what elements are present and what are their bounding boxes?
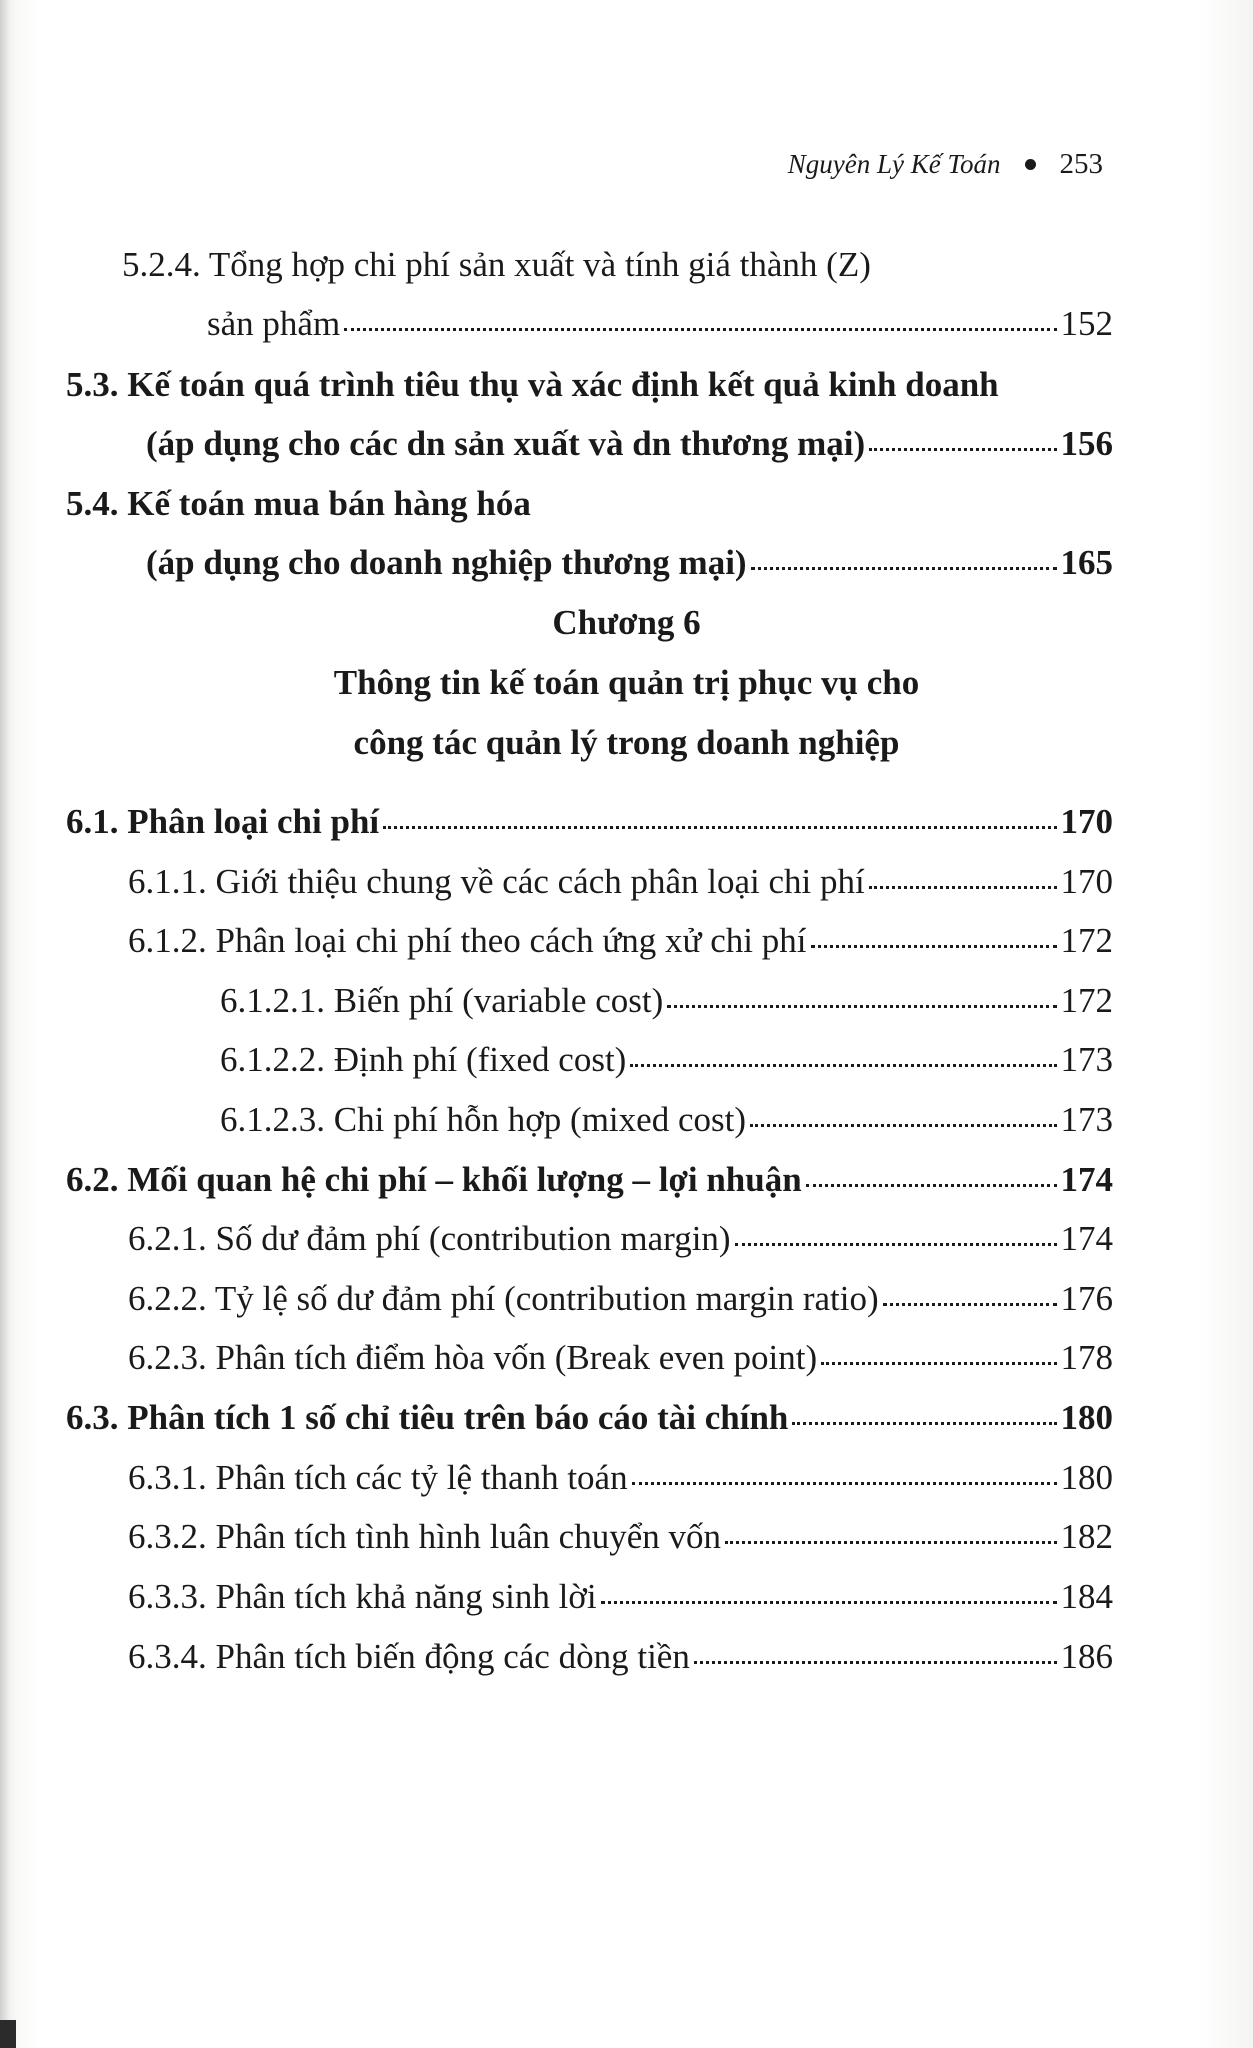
page-number: 253 — [1059, 148, 1103, 180]
chapter-title-line2: công tác quản lý trong doanh nghiệp — [353, 723, 900, 762]
toc-entry-number: 5.3. — [66, 365, 119, 404]
dot-leader — [792, 1422, 1056, 1425]
toc-entry-title: 6.1.2.3. Chi phí hỗn hợp (mixed cost) — [220, 1100, 746, 1139]
toc-entry-5-4-line2[interactable] — [146, 541, 1113, 585]
dot-leader — [725, 1541, 1057, 1544]
toc-entry-title: 6.2.3. Phân tích điểm hòa vốn (Break even point) — [128, 1338, 818, 1377]
toc-page-number: 174 — [1060, 1160, 1113, 1199]
dot-leader — [632, 1482, 1057, 1485]
dot-leader — [869, 886, 1057, 889]
toc-entry-title: 6.1.2.2. Định phí (fixed cost) — [220, 1040, 627, 1079]
running-header — [788, 148, 1103, 181]
dot-leader — [630, 1064, 1056, 1067]
toc-page-number: 165 — [1060, 543, 1113, 582]
toc-entry-title: Tổng hợp chi phí sản xuất và tính giá thành (Z) — [208, 245, 871, 284]
toc-entry-title: 6.3.1. Phân tích các tỷ lệ thanh toán — [128, 1458, 628, 1497]
toc-entry-6-2-2[interactable] — [128, 1277, 1113, 1321]
page-spine-shadow — [0, 0, 10, 2048]
bullet-separator-icon — [1025, 159, 1036, 170]
toc-entry-6-1-2-3[interactable] — [220, 1098, 1113, 1142]
toc-page-number: 182 — [1060, 1517, 1113, 1556]
toc-page-number: 170 — [1060, 862, 1113, 901]
toc-entry-title-cont: (áp dụng cho các dn sản xuất và dn thương mại) — [146, 424, 866, 463]
toc-entry-title: 6.1. Phân loại chi phí — [66, 802, 380, 841]
toc-entry-title: 6.2. Mối quan hệ chi phí – khối lượng – lợi nhuận — [66, 1160, 802, 1199]
toc-entry-6-1-2-1[interactable] — [220, 979, 1113, 1023]
toc-entry-6-1[interactable] — [66, 800, 1113, 844]
toc-entry-6-3-1[interactable] — [128, 1456, 1113, 1500]
toc-page-number: 173 — [1060, 1100, 1113, 1139]
dot-leader — [869, 448, 1056, 451]
toc-entry-5-3-line2[interactable] — [146, 422, 1113, 466]
toc-entry-title: Kế toán mua bán hàng hóa — [127, 484, 531, 523]
toc-entry-number: 5.2.4. — [122, 245, 201, 284]
toc-entry-title: 6.3.3. Phân tích khả năng sinh lời — [128, 1577, 597, 1616]
toc-entry-6-2-3[interactable] — [128, 1336, 1113, 1380]
toc-entry-title: 6.3.2. Phân tích tình hình luân chuyển vốn — [128, 1517, 721, 1556]
toc-entry-title: 6.3. Phân tích 1 số chỉ tiêu trên báo cáo tài chính — [66, 1398, 789, 1437]
toc-entry-5-2-4-line1 — [122, 243, 871, 287]
toc-page-number: 156 — [1060, 424, 1113, 463]
toc-entry-5-2-4-line2[interactable] — [207, 302, 1113, 346]
toc-entry-6-3[interactable] — [66, 1396, 1113, 1440]
toc-page-number: 172 — [1060, 981, 1113, 1020]
dot-leader — [811, 945, 1057, 948]
toc-page-number: 186 — [1060, 1637, 1113, 1676]
toc-entry-title: 6.1.1. Giới thiệu chung về các cách phân loại chi phí — [128, 862, 865, 901]
toc-entry-title-cont: (áp dụng cho doanh nghiệp thương mại) — [146, 543, 747, 582]
toc-entry-title: Kế toán quá trình tiêu thụ và xác định kết quả kinh doanh — [127, 365, 999, 404]
toc-page-number: 174 — [1060, 1219, 1113, 1258]
chapter-title-line1: Thông tin kế toán quản trị phục vụ cho — [333, 663, 920, 702]
dot-leader — [667, 1005, 1056, 1008]
toc-entry-title: 6.3.4. Phân tích biến động các dòng tiền — [128, 1637, 690, 1676]
toc-entry-title-cont: sản phẩm — [207, 304, 341, 343]
toc-entry-title: 6.1.2. Phân loại chi phí theo cách ứng xử chi phí — [128, 921, 807, 960]
running-title: Nguyên Lý Kế Toán — [787, 149, 1001, 179]
toc-entry-title: 6.2.2. Tỷ lệ số dư đảm phí (contribution margin ratio) — [128, 1279, 879, 1318]
dot-leader — [821, 1362, 1056, 1365]
chapter-label: Chương 6 — [552, 603, 701, 642]
toc-page-number: 180 — [1060, 1398, 1113, 1437]
toc-entry-title: 6.2.1. Số dư đảm phí (contribution margin) — [128, 1219, 731, 1258]
toc-page-number: 176 — [1060, 1279, 1113, 1318]
toc-entry-6-3-3[interactable] — [128, 1575, 1113, 1619]
toc-entry-6-2-1[interactable] — [128, 1217, 1113, 1261]
toc-page-number: 180 — [1060, 1458, 1113, 1497]
dot-leader — [694, 1661, 1057, 1664]
toc-entry-6-1-1[interactable] — [128, 860, 1113, 904]
toc-page-number: 172 — [1060, 921, 1113, 960]
toc-page-number: 184 — [1060, 1577, 1113, 1616]
toc-page-number: 178 — [1060, 1338, 1113, 1377]
dot-leader — [344, 328, 1056, 331]
dot-leader — [383, 826, 1056, 829]
toc-entry-6-1-2-2[interactable] — [220, 1038, 1113, 1082]
corner-shadow — [0, 2020, 16, 2048]
dot-leader — [883, 1303, 1057, 1306]
toc-entry-5-4-line1 — [66, 482, 531, 526]
toc-entry-6-3-4[interactable] — [128, 1635, 1113, 1679]
toc-entry-5-3-line1 — [66, 363, 999, 407]
toc-page-number: 173 — [1060, 1040, 1113, 1079]
toc-page-number: 152 — [1060, 304, 1113, 343]
toc-entry-title: 6.1.2.1. Biến phí (variable cost) — [220, 981, 664, 1020]
dot-leader — [750, 1124, 1057, 1127]
dot-leader — [601, 1601, 1057, 1604]
dot-leader — [735, 1243, 1057, 1246]
dot-leader — [751, 567, 1057, 570]
toc-entry-6-2[interactable] — [66, 1158, 1113, 1202]
toc-entry-number: 5.4. — [66, 484, 119, 523]
dot-leader — [806, 1184, 1057, 1187]
toc-entry-6-1-2[interactable] — [128, 919, 1113, 963]
toc-page-number: 170 — [1060, 802, 1113, 841]
toc-entry-6-3-2[interactable] — [128, 1515, 1113, 1559]
